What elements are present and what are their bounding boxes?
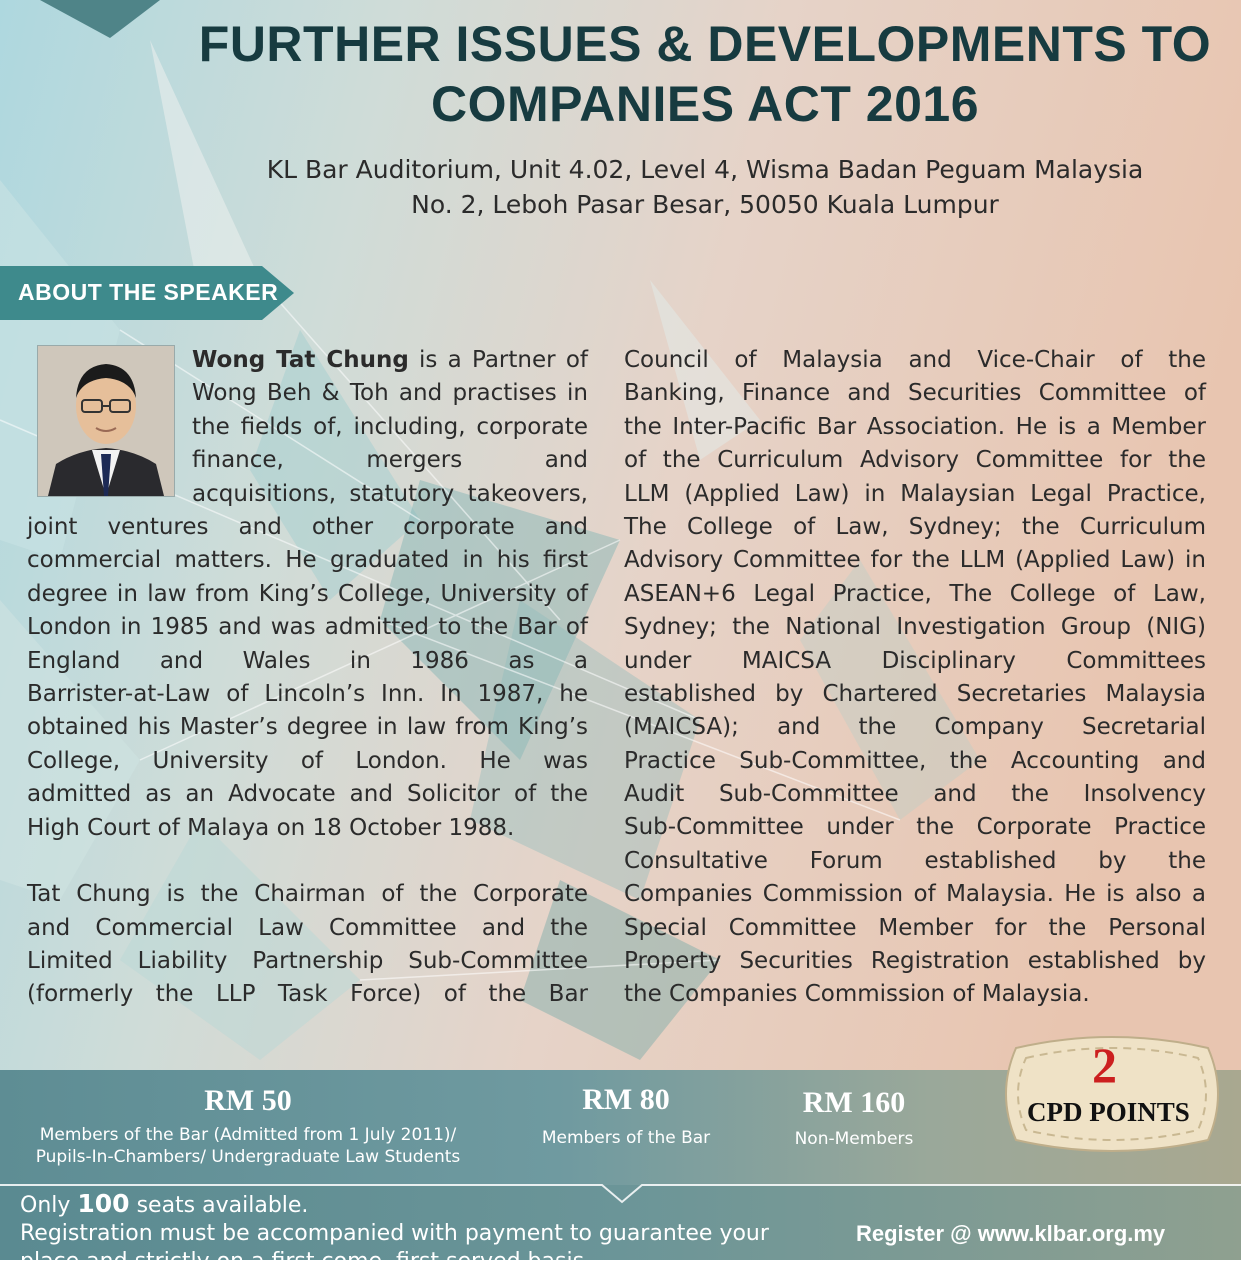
bio-line: LLM (Applied Law) in Malaysian Legal Practice, bbox=[624, 480, 1206, 507]
seats-line: Only 100 seats available. bbox=[20, 1189, 309, 1218]
speaker-name: Wong Tat Chung bbox=[192, 347, 409, 373]
title-line-1: FURTHER ISSUES & DEVELOPMENTS TO bbox=[198, 16, 1212, 72]
bio-line: admitted as an Advocate and Solicitor of the bbox=[27, 781, 588, 808]
fee-rm80 bbox=[526, 1083, 726, 1149]
bio-line: ASEAN+6 Legal Practice, The College of Law, bbox=[624, 580, 1206, 607]
bio-line: under MAICSA Disciplinary Committees bbox=[624, 647, 1206, 674]
bio-line: Audit Sub-Committee and the Insolvency bbox=[624, 781, 1206, 808]
venue-address bbox=[180, 152, 1230, 222]
bio-line: London in 1985 and was admitted to the Bar of bbox=[27, 614, 588, 641]
bio-line: Special Committee Member for the Personal bbox=[624, 914, 1206, 941]
register-link[interactable]: Register @ www.klbar.org.my bbox=[856, 1221, 1166, 1246]
bio-line: College, University of London. He was bbox=[27, 747, 588, 774]
footer bbox=[0, 1037, 1241, 1274]
speaker-portrait-icon bbox=[38, 346, 174, 496]
seats-note bbox=[20, 1190, 840, 1276]
registration-line: Registration must be accompanied with payment to guarantee your bbox=[20, 1221, 769, 1246]
bio-line: the fields of, including, corporate bbox=[192, 413, 588, 440]
bio-line: Banking, Finance and Securities Committee of bbox=[624, 380, 1206, 407]
fee-amount: RM 80 bbox=[582, 1083, 670, 1116]
bio-line: and Commercial Law Committee and the bbox=[27, 914, 588, 941]
bio-line: High Court of Malaya on 18 October 1988. bbox=[27, 814, 515, 841]
bio-line: (formerly the LLP Task Force) of the Bar bbox=[27, 981, 588, 1008]
bio-line: Council of Malaysia and Vice-Chair of the bbox=[624, 347, 1206, 373]
bio-line: Wong Beh & Toh and practises in bbox=[192, 380, 588, 407]
bio-line: Tat Chung is the Chairman of the Corporate bbox=[27, 881, 588, 908]
title-line-2: COMPANIES ACT 2016 bbox=[430, 76, 979, 132]
fee-amount: RM 50 bbox=[204, 1084, 292, 1117]
registration-line: place and strictly on a first come, first served basis. bbox=[20, 1249, 592, 1274]
cpd-points-number: 2 bbox=[1092, 1037, 1117, 1093]
bio-column-2 bbox=[624, 344, 1206, 1012]
bio-line: established by Chartered Secretaries Malaysia bbox=[624, 680, 1206, 707]
fee-description: Members of the Bar (Admitted from 1 July 2011)/ bbox=[39, 1125, 457, 1145]
bio-column-1-bottom bbox=[27, 511, 588, 1012]
fee-rm160 bbox=[754, 1086, 954, 1150]
section-label: ABOUT THE SPEAKER bbox=[18, 279, 279, 305]
bio-line: The College of Law, Sydney; the Curriculum bbox=[624, 513, 1206, 540]
bio-line: is a Partner of bbox=[408, 347, 588, 373]
bio-line: acquisitions, statutory takeovers, bbox=[192, 480, 588, 507]
fee-rm50 bbox=[18, 1084, 478, 1168]
bio-line bbox=[27, 845, 588, 878]
bio-line: the Companies Commission of Malaysia. bbox=[624, 981, 1090, 1008]
bio-line: degree in law from King’s College, University of bbox=[27, 580, 588, 607]
bio-line: Consultative Forum established by the bbox=[624, 847, 1206, 874]
bio-line: Sydney; the National Investigation Group (NIG) bbox=[624, 614, 1206, 641]
bio-line: Practice Sub-Committee, the Accounting and bbox=[624, 747, 1206, 774]
cpd-points-label: CPD POINTS bbox=[1027, 1097, 1190, 1127]
bio-column-1-top bbox=[192, 344, 588, 511]
speaker-photo bbox=[37, 345, 175, 497]
event-title bbox=[150, 14, 1241, 134]
fee-description: Pupils-In-Chambers/ Undergraduate Law Students bbox=[35, 1147, 461, 1167]
bio-line: Limited Liability Partnership Sub-Committee bbox=[27, 948, 588, 975]
bio-line: Companies Commission of Malaysia. He is also a bbox=[624, 881, 1206, 908]
bio-line: Barrister-at-Law of Lincoln’s Inn. In 1987, he bbox=[27, 680, 588, 707]
fee-description: Non-Members bbox=[794, 1129, 914, 1149]
seats-count: 100 bbox=[77, 1189, 130, 1218]
about-speaker-banner bbox=[0, 266, 294, 320]
bio-line: Property Securities Registration established by bbox=[624, 948, 1206, 975]
fee-description: Members of the Bar bbox=[541, 1128, 711, 1148]
bio-line: England and Wales in 1986 as a bbox=[27, 647, 588, 674]
fee-amount: RM 160 bbox=[802, 1086, 906, 1119]
venue-line-2: No. 2, Leboh Pasar Besar, 50050 Kuala Lumpur bbox=[411, 190, 999, 219]
bio-line: commercial matters. He graduated in his first bbox=[27, 547, 588, 574]
bio-line: the Inter-Pacific Bar Association. He is a Member bbox=[624, 413, 1206, 440]
bio-line: obtained his Master’s degree in law from King’s bbox=[27, 714, 588, 741]
bio-line: finance, mergers and bbox=[192, 447, 588, 474]
bio-line: Advisory Committee for the LLM (Applied Law) in bbox=[624, 547, 1206, 574]
bio-line: Sub-Committee under the Corporate Practice bbox=[624, 814, 1206, 841]
venue-line-1: KL Bar Auditorium, Unit 4.02, Level 4, Wisma Badan Peguam Malaysia bbox=[266, 155, 1144, 184]
bio-line: of the Curriculum Advisory Committee for the bbox=[624, 447, 1206, 474]
bio-line: (MAICSA); and the Company Secretarial bbox=[624, 714, 1206, 741]
bio-line: joint ventures and other corporate and bbox=[27, 514, 588, 540]
